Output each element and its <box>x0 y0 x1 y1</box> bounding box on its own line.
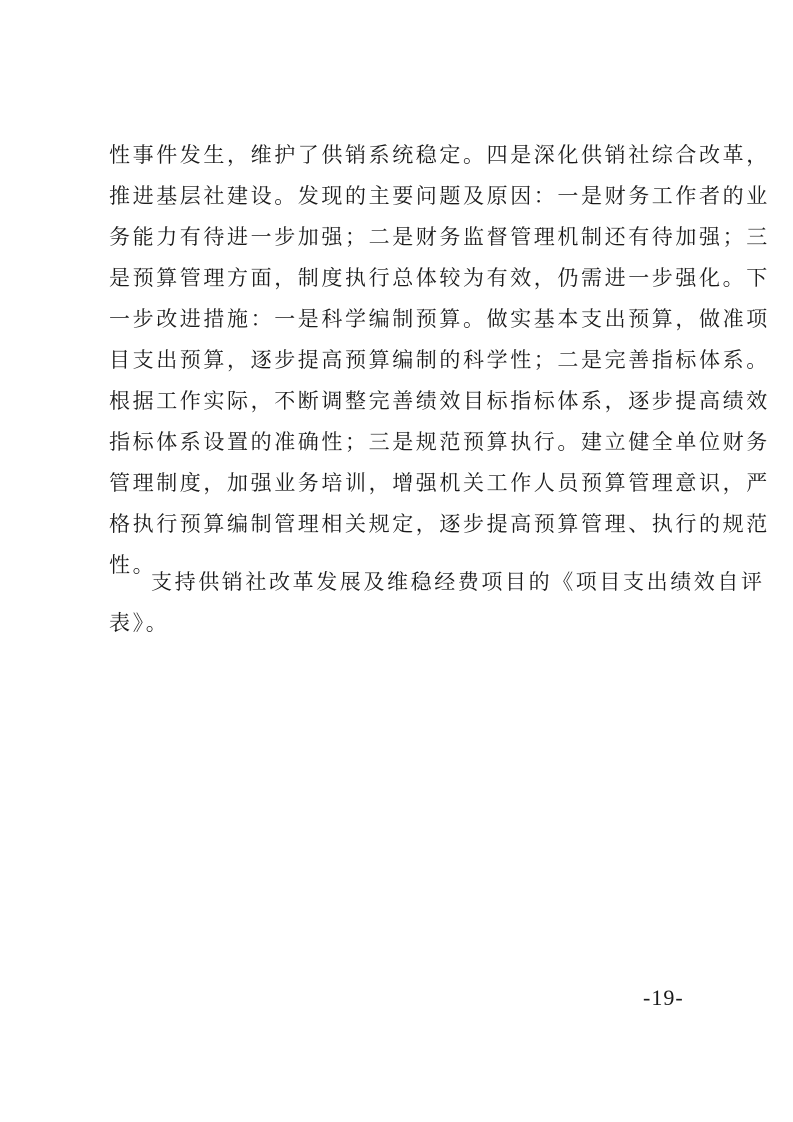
page-number: -19- <box>643 985 684 1010</box>
paragraph-attachment-note <box>109 562 765 644</box>
text-line: 表》。 <box>109 611 170 635</box>
text-line: 格执行预算编制管理相关规定，逐步提高预算管理、执行的规范 <box>109 512 770 536</box>
text-line: 根据工作实际，不断调整完善绩效目标指标体系，逐步提高绩效 <box>109 389 770 413</box>
text-line: 指标体系设置的准确性；三是规范预算执行。建立健全单位财务 <box>109 430 770 454</box>
text-line: 支持供销社改革发展及维稳经费项目的《项目支出绩效自评 <box>151 570 765 594</box>
text-line: 管理制度，加强业务培训，增强机关工作人员预算管理意识，严 <box>109 471 770 495</box>
text-line: 性。 <box>109 553 157 577</box>
text-line: 一步改进措施：一是科学编制预算。做实基本支出预算，做准项 <box>109 307 770 331</box>
text-line: 是预算管理方面，制度执行总体较为有效，仍需进一步强化。下 <box>109 266 770 290</box>
text-line: 务能力有待进一步加强；二是财务监督管理机制还有待加强；三 <box>109 225 770 249</box>
paragraph-summary <box>109 135 770 586</box>
text-line: 推进基层社建设。发现的主要问题及原因：一是财务工作者的业 <box>109 184 770 208</box>
text-line: 目支出预算，逐步提高预算编制的科学性；二是完善指标体系。 <box>109 348 770 372</box>
text-line: 性事件发生，维护了供销系统稳定。四是深化供销社综合改革， <box>109 143 770 167</box>
